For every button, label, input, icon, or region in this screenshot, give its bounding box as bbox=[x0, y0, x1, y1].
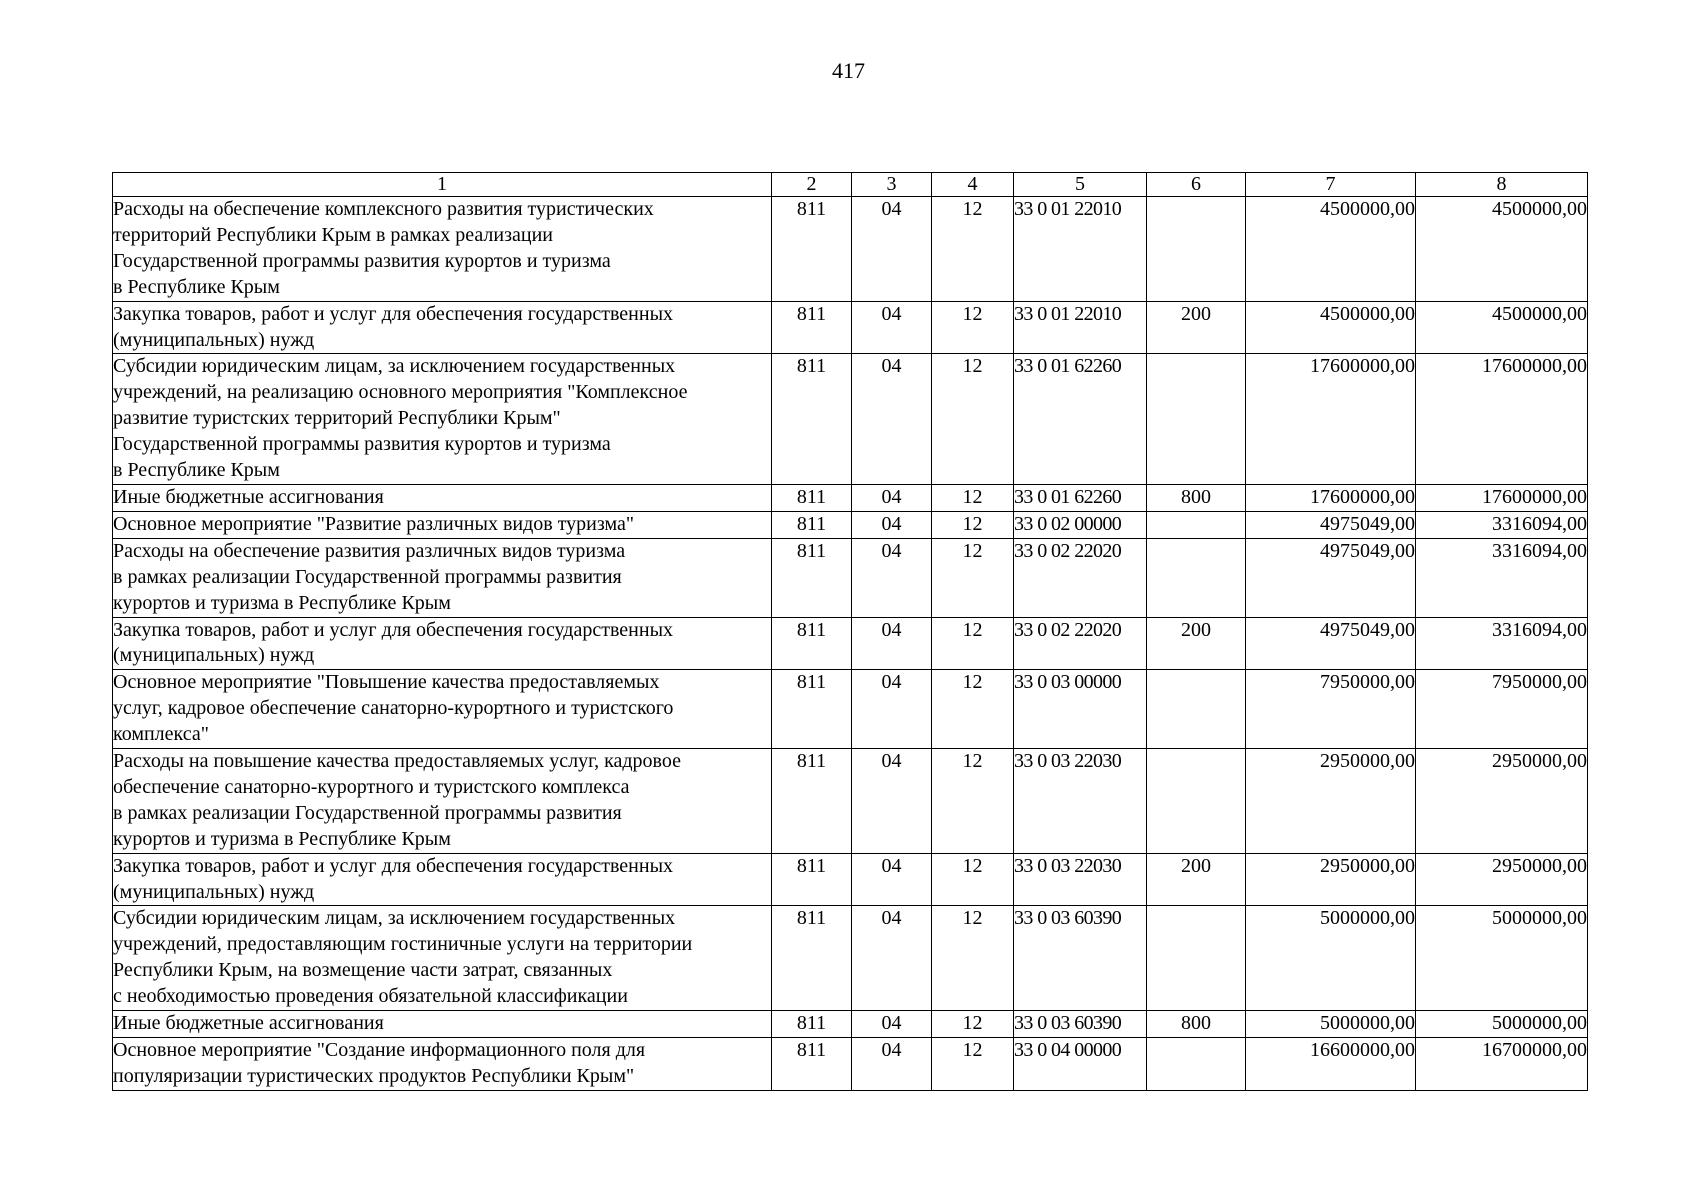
section-code-cell: 04 bbox=[852, 617, 932, 670]
column-header-1: 1 bbox=[113, 173, 772, 197]
section-code-cell: 04 bbox=[852, 484, 932, 511]
column-header-8: 8 bbox=[1416, 173, 1588, 197]
subsection-code-cell: 12 bbox=[932, 1011, 1014, 1038]
ministry-code-cell: 811 bbox=[772, 906, 852, 1011]
section-code-cell: 04 bbox=[852, 1011, 932, 1038]
column-header-5: 5 bbox=[1014, 173, 1147, 197]
amount-year1-cell: 2950000,00 bbox=[1246, 853, 1416, 906]
amount-year2-cell: 3316094,00 bbox=[1416, 511, 1588, 538]
column-header-4: 4 bbox=[932, 173, 1014, 197]
section-code-cell: 04 bbox=[852, 538, 932, 617]
expense-type-cell bbox=[1147, 354, 1246, 485]
table-row bbox=[113, 301, 1588, 354]
amount-year2-cell: 5000000,00 bbox=[1416, 906, 1588, 1011]
expense-name-cell: Закупка товаров, работ и услуг для обеспечения государственных (муниципальных) нужд bbox=[113, 853, 772, 906]
amount-year1-cell: 4975049,00 bbox=[1246, 538, 1416, 617]
subsection-code-cell: 12 bbox=[932, 1038, 1014, 1091]
amount-year1-cell: 7950000,00 bbox=[1246, 670, 1416, 749]
target-article-cell: 33 0 01 22010 bbox=[1014, 301, 1147, 354]
expense-type-cell: 800 bbox=[1147, 484, 1246, 511]
subsection-code-cell: 12 bbox=[932, 538, 1014, 617]
subsection-code-cell: 12 bbox=[932, 617, 1014, 670]
subsection-code-cell: 12 bbox=[932, 354, 1014, 485]
amount-year2-cell: 2950000,00 bbox=[1416, 853, 1588, 906]
expense-type-cell bbox=[1147, 538, 1246, 617]
target-article-cell: 33 0 03 60390 bbox=[1014, 906, 1147, 1011]
target-article-cell: 33 0 02 00000 bbox=[1014, 511, 1147, 538]
table-row bbox=[113, 538, 1588, 617]
column-header-2: 2 bbox=[772, 173, 852, 197]
amount-year1-cell: 4500000,00 bbox=[1246, 197, 1416, 302]
table-row bbox=[113, 906, 1588, 1011]
subsection-code-cell: 12 bbox=[932, 484, 1014, 511]
table-body bbox=[113, 197, 1588, 1091]
expense-name-cell: Субсидии юридическим лицам, за исключением государственных учреждений, предоставляющим гостиничные услуги на территории Республики Крым, на возмещение части затрат, связанных с необходимостью проведения обязательной классификации bbox=[113, 906, 772, 1011]
amount-year2-cell: 2950000,00 bbox=[1416, 749, 1588, 854]
table-row bbox=[113, 511, 1588, 538]
expense-name-cell: Основное мероприятие "Повышение качества предоставляемых услуг, кадровое обеспечение санаторно-курортного и туристского комплекса" bbox=[113, 670, 772, 749]
amount-year1-cell: 16600000,00 bbox=[1246, 1038, 1416, 1091]
target-article-cell: 33 0 01 62260 bbox=[1014, 484, 1147, 511]
amount-year1-cell: 17600000,00 bbox=[1246, 484, 1416, 511]
target-article-cell: 33 0 03 22030 bbox=[1014, 749, 1147, 854]
page-number: 417 bbox=[832, 58, 865, 83]
expense-name-cell: Закупка товаров, работ и услуг для обеспечения государственных (муниципальных) нужд bbox=[113, 617, 772, 670]
amount-year1-cell: 4975049,00 bbox=[1246, 617, 1416, 670]
ministry-code-cell: 811 bbox=[772, 197, 852, 302]
amount-year1-cell: 17600000,00 bbox=[1246, 354, 1416, 485]
target-article-cell: 33 0 03 60390 bbox=[1014, 1011, 1147, 1038]
subsection-code-cell: 12 bbox=[932, 197, 1014, 302]
target-article-cell: 33 0 03 00000 bbox=[1014, 670, 1147, 749]
expense-name-cell: Основное мероприятие "Развитие различных видов туризма" bbox=[113, 511, 772, 538]
table-row bbox=[113, 197, 1588, 302]
ministry-code-cell: 811 bbox=[772, 617, 852, 670]
ministry-code-cell: 811 bbox=[772, 1038, 852, 1091]
expense-type-cell: 800 bbox=[1147, 1011, 1246, 1038]
table-row bbox=[113, 670, 1588, 749]
table-row bbox=[113, 749, 1588, 854]
expense-name-cell: Расходы на повышение качества предоставляемых услуг, кадровое обеспечение санаторно-курортного и туристского комплекса в рамках реализации Государственной программы развития курортов и туризма в Республике Крым bbox=[113, 749, 772, 854]
subsection-code-cell: 12 bbox=[932, 749, 1014, 854]
expense-type-cell: 200 bbox=[1147, 617, 1246, 670]
amount-year1-cell: 5000000,00 bbox=[1246, 906, 1416, 1011]
amount-year2-cell: 4500000,00 bbox=[1416, 301, 1588, 354]
column-header-7: 7 bbox=[1246, 173, 1416, 197]
expense-type-cell: 200 bbox=[1147, 853, 1246, 906]
target-article-cell: 33 0 04 00000 bbox=[1014, 1038, 1147, 1091]
expense-name-cell: Иные бюджетные ассигнования bbox=[113, 484, 772, 511]
expense-type-cell bbox=[1147, 670, 1246, 749]
section-code-cell: 04 bbox=[852, 1038, 932, 1091]
ministry-code-cell: 811 bbox=[772, 1011, 852, 1038]
amount-year2-cell: 17600000,00 bbox=[1416, 484, 1588, 511]
section-code-cell: 04 bbox=[852, 853, 932, 906]
table-row bbox=[113, 354, 1588, 485]
section-code-cell: 04 bbox=[852, 906, 932, 1011]
ministry-code-cell: 811 bbox=[772, 511, 852, 538]
expense-name-cell: Иные бюджетные ассигнования bbox=[113, 1011, 772, 1038]
amount-year2-cell: 16700000,00 bbox=[1416, 1038, 1588, 1091]
expense-type-cell: 200 bbox=[1147, 301, 1246, 354]
ministry-code-cell: 811 bbox=[772, 538, 852, 617]
section-code-cell: 04 bbox=[852, 197, 932, 302]
table-row bbox=[113, 1011, 1588, 1038]
ministry-code-cell: 811 bbox=[772, 301, 852, 354]
header-row bbox=[113, 173, 1588, 197]
target-article-cell: 33 0 03 22030 bbox=[1014, 853, 1147, 906]
column-header-3: 3 bbox=[852, 173, 932, 197]
amount-year1-cell: 4500000,00 bbox=[1246, 301, 1416, 354]
target-article-cell: 33 0 01 22010 bbox=[1014, 197, 1147, 302]
table-row bbox=[113, 484, 1588, 511]
section-code-cell: 04 bbox=[852, 670, 932, 749]
expense-type-cell bbox=[1147, 511, 1246, 538]
expense-type-cell bbox=[1147, 906, 1246, 1011]
target-article-cell: 33 0 02 22020 bbox=[1014, 617, 1147, 670]
expense-name-cell: Основное мероприятие "Создание информационного поля для популяризации туристических продуктов Республики Крым" bbox=[113, 1038, 772, 1091]
table-header bbox=[113, 173, 1588, 197]
subsection-code-cell: 12 bbox=[932, 853, 1014, 906]
column-header-6: 6 bbox=[1147, 173, 1246, 197]
ministry-code-cell: 811 bbox=[772, 354, 852, 485]
ministry-code-cell: 811 bbox=[772, 853, 852, 906]
table-row bbox=[113, 853, 1588, 906]
subsection-code-cell: 12 bbox=[932, 906, 1014, 1011]
table-row bbox=[113, 1038, 1588, 1091]
expense-type-cell bbox=[1147, 197, 1246, 302]
section-code-cell: 04 bbox=[852, 511, 932, 538]
amount-year2-cell: 3316094,00 bbox=[1416, 617, 1588, 670]
amount-year2-cell: 3316094,00 bbox=[1416, 538, 1588, 617]
ministry-code-cell: 811 bbox=[772, 670, 852, 749]
subsection-code-cell: 12 bbox=[932, 301, 1014, 354]
target-article-cell: 33 0 01 62260 bbox=[1014, 354, 1147, 485]
expense-name-cell: Закупка товаров, работ и услуг для обеспечения государственных (муниципальных) нужд bbox=[113, 301, 772, 354]
amount-year1-cell: 5000000,00 bbox=[1246, 1011, 1416, 1038]
amount-year2-cell: 4500000,00 bbox=[1416, 197, 1588, 302]
expense-type-cell bbox=[1147, 1038, 1246, 1091]
amount-year2-cell: 5000000,00 bbox=[1416, 1011, 1588, 1038]
amount-year1-cell: 4975049,00 bbox=[1246, 511, 1416, 538]
section-code-cell: 04 bbox=[852, 749, 932, 854]
expense-name-cell: Субсидии юридическим лицам, за исключением государственных учреждений, на реализацию основного мероприятия "Комплексное развитие туристских территорий Республики Крым" Государственной программы развития курортов и туризма в Республике Крым bbox=[113, 354, 772, 485]
budget-table bbox=[112, 172, 1588, 1091]
ministry-code-cell: 811 bbox=[772, 749, 852, 854]
table-row bbox=[113, 617, 1588, 670]
target-article-cell: 33 0 02 22020 bbox=[1014, 538, 1147, 617]
section-code-cell: 04 bbox=[852, 354, 932, 485]
expense-name-cell: Расходы на обеспечение развития различных видов туризма в рамках реализации Государственной программы развития курортов и туризма в Республике Крым bbox=[113, 538, 772, 617]
section-code-cell: 04 bbox=[852, 301, 932, 354]
subsection-code-cell: 12 bbox=[932, 511, 1014, 538]
subsection-code-cell: 12 bbox=[932, 670, 1014, 749]
expense-name-cell: Расходы на обеспечение комплексного развития туристических территорий Республики Крым в рамках реализации Государственной программы развития курортов и туризма в Республике Крым bbox=[113, 197, 772, 302]
ministry-code-cell: 811 bbox=[772, 484, 852, 511]
expense-type-cell bbox=[1147, 749, 1246, 854]
amount-year2-cell: 7950000,00 bbox=[1416, 670, 1588, 749]
amount-year1-cell: 2950000,00 bbox=[1246, 749, 1416, 854]
amount-year2-cell: 17600000,00 bbox=[1416, 354, 1588, 485]
